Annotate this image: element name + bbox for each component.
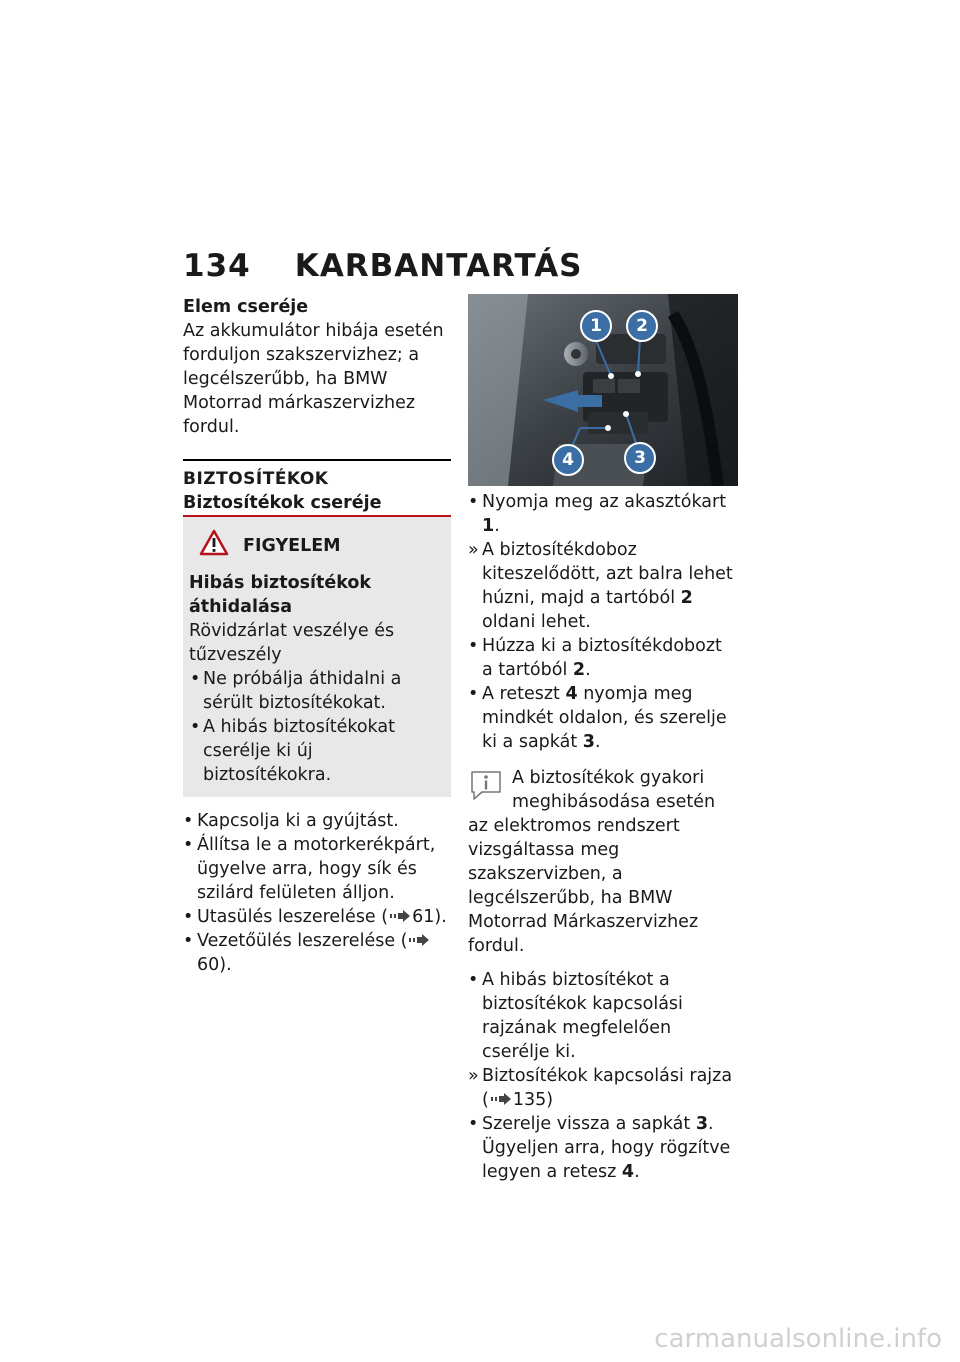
warning-text: Rövidzárlat veszélye és tűzveszély [189, 621, 395, 665]
list-item: • Utasülés leszerelése ( 61). [183, 907, 447, 927]
warning-bullet: • Ne próbálja áthidalni a sérült biztosítékokat. [190, 669, 402, 713]
page-ref[interactable]: 60 [197, 955, 220, 975]
warning-bullet: • A hibás biztosítékokat cserélje ki új biztosítékokra. [190, 717, 395, 785]
warning-bullets [189, 667, 445, 787]
page-ref[interactable]: 61 [412, 907, 435, 927]
page-number: 134 [183, 248, 251, 284]
info-icon [468, 768, 504, 809]
left-column [183, 295, 451, 977]
chapter-title: KARBANTARTÁS [294, 248, 583, 284]
warning-label: FIGYELEM [243, 536, 341, 556]
right-steps-b [468, 968, 738, 1184]
warning-title: Hibás biztosítékok áthidalása [189, 573, 372, 617]
page-ref[interactable]: 135 [512, 1090, 547, 1110]
battery-title: Elem cseréje [183, 297, 309, 317]
list-item: • A hibás biztosítékot a biztosítékok kapcsolási rajzának megfelelően cserélje ki. [468, 970, 683, 1062]
list-item: » Biztosítékok kapcsolási rajza ( 135) [468, 1066, 733, 1110]
watermark: carmanualsonline.info [654, 1324, 942, 1354]
list-item: • Nyomja meg az akasztókart 1. [468, 492, 727, 536]
list-item: • Állítsa le a motorkerékpárt, ügyelve arra, hogy sík és szilárd felületen álljon. [183, 835, 436, 903]
callout-4: 4 [552, 444, 584, 476]
list-item: • A reteszt 4 nyomja meg mindkét oldalon, és szerelje ki a sapkát 3. [468, 684, 727, 752]
left-steps [183, 809, 451, 977]
fuses-subtitle: Biztosítékok cseréje [183, 493, 382, 513]
warning-triangle-icon [199, 529, 229, 563]
list-item: • Szerelje vissza a sapkát 3. Ügyeljen arra, hogy rögzítve legyen a retesz 4. [468, 1114, 731, 1182]
fuse-box-photo [468, 294, 738, 486]
battery-text: Az akkumulátor hibája esetén forduljon szakszervizhez; a legcélszerűbb, ha BMW Motorrad márkaszervizhez fordul. [183, 321, 444, 437]
right-steps-a [468, 490, 738, 754]
callout-3: 3 [624, 442, 656, 474]
list-item: • Kapcsolja ki a gyújtást. [183, 811, 399, 831]
list-item: • Vezetőülés leszerelése (60). [183, 929, 451, 977]
callout-2: 2 [626, 310, 658, 342]
warning-box [183, 515, 451, 797]
right-column [468, 490, 738, 1184]
warning-header [199, 529, 445, 563]
page-header [183, 248, 583, 284]
fuses-section-title: BIZTOSÍTÉKOK [183, 469, 329, 489]
callout-1: 1 [580, 310, 612, 342]
list-item: » A biztosítékdoboz kiteszelődött, azt balra lehet húzni, majd a tartóból 2 oldani lehet. [468, 540, 733, 632]
page-ref-arrow-icon [491, 1088, 511, 1112]
section-divider [183, 459, 451, 461]
info-note [468, 766, 738, 958]
info-text: A biztosítékok gyakori meghibásodása esetén az elektromos rendszert vizsgáltassa meg szakszervizben, a legcélszerűbb, ha BMW Motorrad Márkaszervizhez fordul. [468, 768, 716, 956]
page-ref-arrow-icon [390, 905, 410, 929]
page-ref-arrow-icon [409, 929, 429, 953]
list-item: • Húzza ki a biztosítékdobozt a tartóból 2. [468, 636, 722, 680]
